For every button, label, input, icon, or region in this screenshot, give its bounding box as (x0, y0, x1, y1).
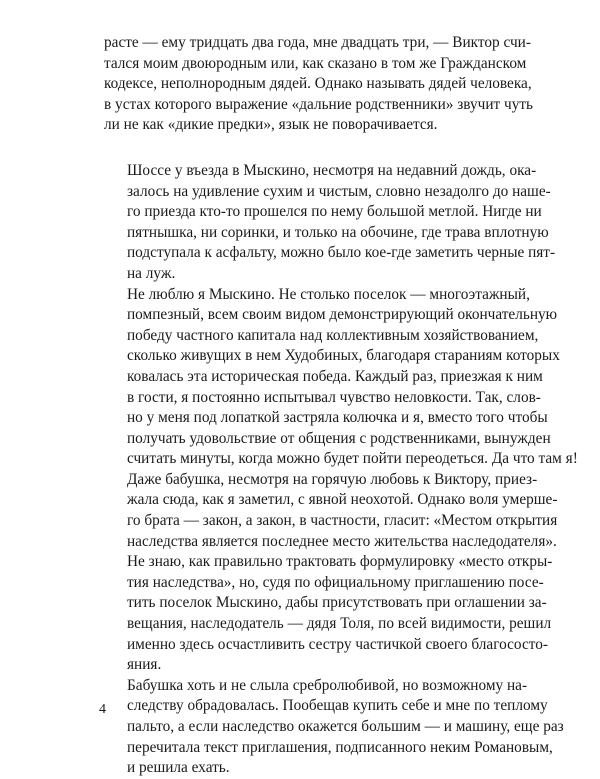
paragraph-3 (104, 285, 578, 676)
text-line: но у меня под лопаткой застряла колючка и я, вместо того чтобы (127, 409, 548, 427)
text-line: помпезный, всем своим видом демонстрирующий окончательную (127, 306, 558, 324)
text-line: победу частного капитала над коллективным хозяйствованием, (127, 326, 539, 344)
text-line: пальто, а если наследство окажется большим — и машину, еще раз (127, 718, 564, 735)
paragraph-4 (104, 676, 564, 779)
text-line: считать минуты, когда можно будет пойти переодеться. Да что там я! (127, 450, 578, 468)
text-line: вещания, наследодатель — дядя Толя, по всей видимости, решил (127, 615, 552, 633)
text-line: тался моим двоюродным или, как сказано в том же Гражданском (104, 54, 527, 72)
text-line: Бабушка хоть и не слыла сребролюбивой, но возможному на- (127, 676, 528, 694)
text-line: кодексе, неполнородным дядей. Однако называть дядей человека, (104, 75, 532, 93)
page-body (104, 33, 578, 779)
text-line: Не знаю, как правильно трактовать формулировку «место откры- (127, 553, 553, 571)
text-line: залось на удивление сухим и чистым, словно незадолго до наше- (127, 182, 551, 200)
text-line: яния. (127, 656, 162, 674)
text-line: сколько живущих в нем Худобиных, благодаря стараниям которых (127, 347, 560, 365)
text-line: наследства является последнее место жительства наследодателя». (127, 532, 557, 550)
text-line: го брата — закон, а закон, в частности, гласит: «Местом открытия (127, 512, 558, 530)
text-line: на луж. (127, 264, 176, 282)
text-line: Шоссе у въезда в Мыскино, несмотря на недавний дождь, ока- (127, 161, 537, 179)
text-line: пятнышка, ни соринки, и только на обочине, где трава вплотную (127, 223, 549, 241)
text-line: подступала к асфальту, можно было кое-где заметить черные пят- (127, 244, 556, 262)
text-line: перечитала текст приглашения, подписанного неким Романовым, (127, 738, 553, 756)
text-line: тия наследства», но, судя по официальному приглашению посе- (127, 573, 544, 591)
text-line: и решила ехать. (127, 759, 230, 777)
text-line: ковалась эта историческая победа. Каждый раз, приезжая к ним (127, 367, 543, 385)
text-line: ли не как «дикие предки», язык не поворачивается. (104, 116, 438, 134)
text-line: получать удовольствие от общения с родственниками, вынужден (127, 429, 551, 447)
paragraph-2 (104, 161, 556, 285)
text-line: жала сюда, как я заметил, с явной неохотой. Однако воля умерше- (127, 491, 558, 509)
text-line: Даже бабушка, несмотря на горячую любовь к Виктору, приез- (127, 470, 538, 488)
text-line: именно здесь осчастливить сестру частичкой своего благососто- (127, 635, 548, 653)
text-line: Не люблю я Мыскино. Не столько поселок — многоэтажный, (127, 285, 530, 303)
text-line: следству обрадовалась. Пообещав купить себе и мне по теплому (127, 697, 548, 715)
paragraph-1 (104, 33, 534, 136)
text-line: расте — ему тридцать два года, мне двадцать три, — Виктор счи- (104, 34, 531, 51)
text-line: тить поселок Мыскино, дабы присутствовать при оглашении за- (127, 594, 547, 612)
text-line: в устах которого выражение «дальние родственники» звучит чуть (104, 95, 534, 113)
page-number: 4 (99, 702, 106, 717)
text-line: го приезда кто-то прошелся по нему большой метлой. Нигде ни (127, 203, 542, 221)
text-line: в гости, я постоянно испытывал чувство неловкости. Так, слов- (127, 388, 541, 406)
